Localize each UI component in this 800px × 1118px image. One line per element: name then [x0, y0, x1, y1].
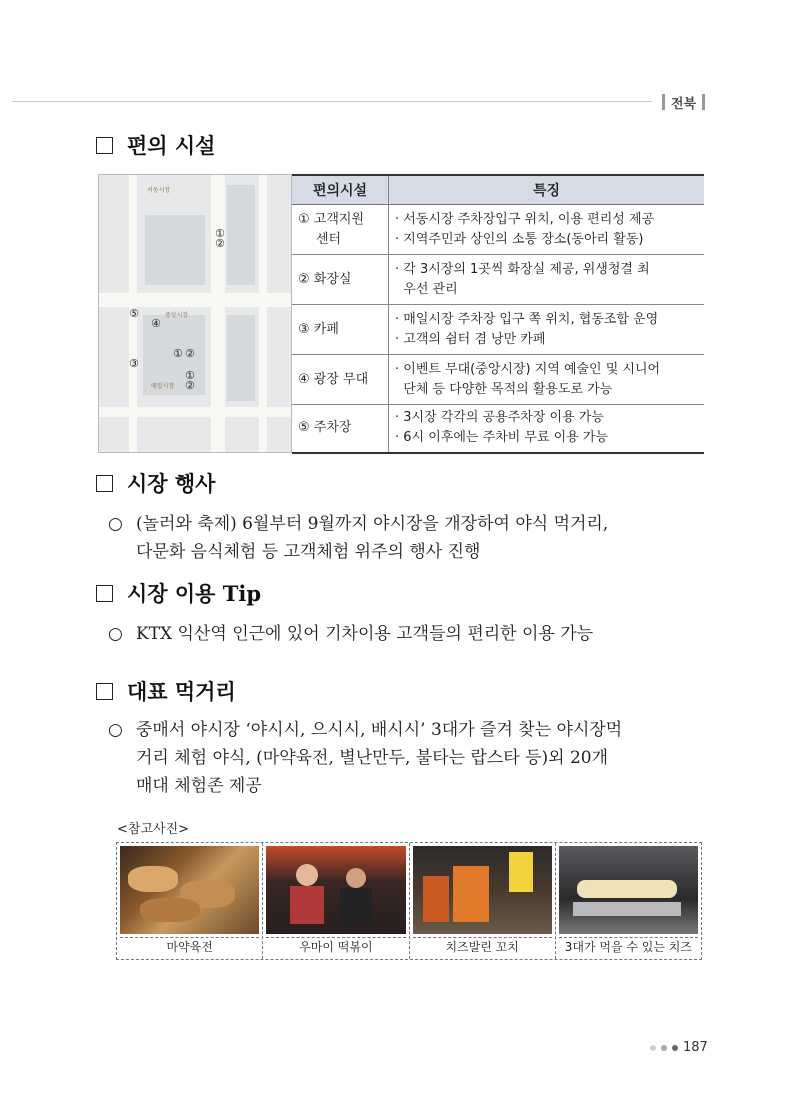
photo-caption: 우마이 떡볶이 [266, 937, 405, 956]
section-title-text: 대표 먹거리 [127, 679, 236, 704]
facilities-table [292, 174, 704, 454]
map-marker: ② [215, 237, 225, 250]
food-line: 거리 체험 야식, (마약육전, 별난만두, 불타는 랍스타 등)외 20개 [136, 748, 609, 768]
bullet-icon: ○ [108, 514, 123, 534]
map-label: 중앙시장 [165, 312, 189, 319]
map-block [227, 185, 255, 285]
facility-name: ③ 카페 [292, 305, 389, 355]
table-row [292, 305, 704, 355]
section-title-events [96, 468, 215, 498]
tag-bar-right [702, 94, 705, 110]
table-header-facility: 편의시설 [292, 175, 389, 205]
table-header-feature: 특징 [389, 175, 705, 205]
events-paragraph [108, 510, 708, 566]
events-line: 다문화 음식체험 등 고객체험 위주의 행사 진행 [136, 542, 481, 562]
food-photo [559, 846, 698, 934]
map-marker: ① [185, 369, 195, 382]
map-block [227, 315, 255, 401]
events-line: (놀러와 축제) 6월부터 9월까지 야시장을 개장하여 야식 먹거리, [136, 514, 609, 534]
footer-dot-icon [650, 1045, 656, 1051]
reference-photos [116, 842, 702, 960]
food-photo [266, 846, 405, 934]
food-photo [413, 846, 552, 934]
bullet-icon: ○ [108, 624, 123, 644]
region-tag [662, 92, 705, 112]
section-box-icon [96, 137, 113, 154]
food-line: 매대 체험존 제공 [136, 776, 262, 796]
tip-line: KTX 익산역 인근에 있어 기차이용 고객들의 편리한 이용 가능 [136, 624, 594, 644]
region-tag-label: 전북 [671, 96, 697, 112]
facility-features: · 서동시장 주차장입구 위치, 이용 편리성 제공 · 지역주민과 상인의 소통 장소(동아리 활동) [389, 205, 705, 255]
table-row [292, 255, 704, 305]
reference-photos-label: <참고사진> [117, 822, 190, 837]
food-paragraph [108, 716, 708, 800]
photo-caption: 3대가 먹을 수 있는 치즈 [559, 937, 698, 956]
tag-bar-left [662, 94, 665, 110]
table-row [292, 355, 704, 405]
map-road [259, 175, 267, 452]
facility-name: ② 화장실 [292, 255, 389, 305]
facility-features: · 각 3시장의 1곳씩 화장실 제공, 위생청결 최 우선 관리 [389, 255, 705, 305]
section-box-icon [96, 683, 113, 700]
map-marker: ② [185, 347, 195, 360]
photo-cell [556, 843, 701, 959]
section-box-icon [96, 585, 113, 602]
footer-dot-icon [672, 1045, 678, 1051]
food-photo [120, 846, 259, 934]
map-road [211, 175, 225, 452]
photo-cell [410, 843, 556, 959]
bullet-icon: ○ [108, 720, 123, 740]
header-rule [12, 101, 652, 102]
map-marker: ③ [129, 357, 139, 370]
photo-caption: 치즈발린 꼬치 [413, 937, 552, 956]
map-label: 매일시장 [151, 383, 175, 390]
facility-name: ④ 광장 무대 [292, 355, 389, 405]
section-title-tip [96, 578, 261, 608]
map-label: 서동시장 [147, 187, 171, 194]
section-title-text: 시장 행사 [127, 471, 216, 496]
section-title-food [96, 676, 236, 706]
map-block [145, 215, 205, 285]
facility-name: ① 고객지원 센터 [292, 205, 389, 255]
page-number: 187 [683, 1040, 708, 1055]
table-row [292, 205, 704, 255]
photo-cell [263, 843, 409, 959]
footer-dot-icon [661, 1045, 667, 1051]
map-marker: ④ [151, 317, 161, 330]
facility-features: · 이벤트 무대(중앙시장) 지역 예술인 및 시니어 단체 등 다양한 목적의 활용도로 가능 [389, 355, 705, 405]
section-box-icon [96, 475, 113, 492]
facility-features: · 매일시장 주차장 입구 쪽 위치, 협동조합 운영 · 고객의 쉼터 겸 낭만 카페 [389, 305, 705, 355]
market-map [98, 174, 292, 453]
map-marker: ① [215, 227, 225, 240]
tip-paragraph [108, 620, 708, 648]
map-marker: ② [185, 379, 195, 392]
page-footer [650, 1040, 708, 1055]
facility-features: · 3시장 각각의 공용주차장 이용 가능 · 6시 이후에는 주차비 무료 이용 가능 [389, 405, 705, 453]
map-marker: ⑤ [129, 307, 139, 320]
table-row [292, 405, 704, 453]
food-line: 중매서 야시장 ‘야시시, 으시시, 배시시’ 3대가 즐겨 찾는 야시장먹 [136, 720, 623, 740]
photo-caption: 마약육전 [120, 937, 259, 956]
section-title-facilities [96, 130, 215, 160]
facility-name: ⑤ 주차장 [292, 405, 389, 453]
map-marker: ① [173, 347, 183, 360]
section-title-text: 편의 시설 [127, 133, 216, 158]
section-title-text: 시장 이용 Tip [127, 581, 262, 606]
photo-cell [117, 843, 263, 959]
